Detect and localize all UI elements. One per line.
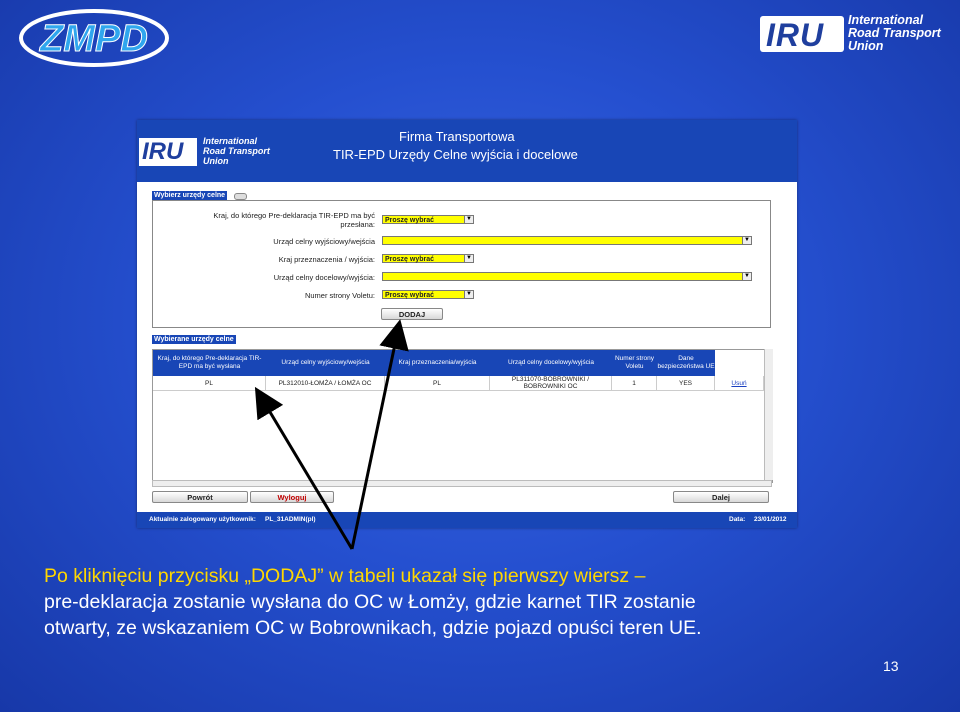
select-dest-country[interactable]: Proszę wybrać ▼ — [382, 254, 474, 263]
app-iru-name: Road Transport — [203, 146, 270, 156]
section-selected-offices: Wybierane urzędy celne — [154, 336, 234, 343]
chevron-down-icon: ▼ — [464, 255, 473, 262]
slide-caption — [44, 563, 944, 641]
column-header: Urząd celny docelowy/wyjścia — [490, 350, 612, 376]
section-select-offices: Wybierz urzędy celne — [154, 192, 226, 199]
date-label: Data: — [729, 516, 746, 523]
chevron-down-icon: ▼ — [464, 216, 473, 223]
date-value: 23/01/2012 — [754, 516, 787, 523]
caption-line: Po kliknięciu przycisku „DODAJ” w tabeli ukazał się pierwszy wiersz – — [44, 565, 646, 587]
next-button[interactable]: Dalej — [673, 491, 769, 503]
label-dest-country: Kraj przeznaczenia / wyjścia: — [278, 255, 375, 264]
table-cell: PL312010-ŁOMŻA / ŁOMŻA OC — [266, 376, 385, 391]
svg-text:ZMPD: ZMPD — [40, 18, 148, 60]
label-dest-office: Urząd celny docelowy/wyjścia: — [273, 273, 375, 282]
app-subtitle: TIR-EPD Urzędy Celne wyjścia i docelowe — [333, 147, 578, 162]
delete-link[interactable]: Usuń — [715, 376, 764, 391]
label-country: Kraj, do którego Pre-deklaracja TIR-EPD ma być przesłana: — [213, 211, 375, 229]
chevron-down-icon: ▼ — [742, 273, 751, 280]
add-button[interactable]: DODAJ — [381, 308, 443, 320]
app-iru-name: Union — [203, 156, 229, 166]
iru-name-line: Road Transport — [848, 26, 941, 40]
table-cell: PL — [153, 376, 266, 391]
table-cell: YES — [657, 376, 715, 391]
back-button[interactable]: Powrót — [152, 491, 248, 503]
select-page-number[interactable]: Proszę wybrać ▼ — [382, 290, 474, 299]
arrow-to-add-button — [352, 325, 399, 549]
iru-name-line: Union — [848, 39, 884, 53]
column-header: Kraj, do którego Pre-deklaracja TIR-EPD ma być wysłana — [153, 350, 266, 376]
iru-name-line: International — [848, 13, 924, 27]
chevron-down-icon: ▼ — [742, 237, 751, 244]
app-iru-mark: IRU — [142, 138, 184, 165]
caption-line: pre-deklaracja zostanie wysłana do OC w Łomży, gdzie karnet TIR zostanie — [44, 591, 696, 613]
table-cell: PL — [385, 376, 490, 391]
logout-button[interactable]: Wyloguj — [250, 491, 334, 503]
label-exit-office: Urząd celny wyjściowy/wejścia — [273, 237, 375, 246]
label-page-number: Numer strony Voletu: — [304, 291, 375, 300]
caption-line: otwarty, ze wskazaniem OC w Bobrownikach, gdzie pojazd opuści teren UE. — [44, 617, 702, 639]
select-country[interactable]: Proszę wybrać ▼ — [382, 215, 474, 224]
iru-mark: IRU — [766, 17, 825, 53]
arrow-to-table-row — [258, 392, 352, 549]
app-title: Firma Transportowa — [399, 129, 515, 144]
chevron-down-icon: ▼ — [464, 291, 473, 298]
column-header: Dane bezpieczeństwa UE — [657, 350, 715, 376]
column-header: Numer strony Voletu — [612, 350, 657, 376]
table-cell: PL311070-BOBROWNIKI / BOBROWNIKI OC — [490, 376, 612, 391]
column-header: Kraj przeznaczenia/wyjścia — [385, 350, 490, 376]
column-header: Urząd celny wyjściowy/wejścia — [266, 350, 385, 376]
table-cell: 1 — [612, 376, 657, 391]
user-label: Aktualnie zalogowany użytkownik: — [149, 516, 256, 523]
app-iru-name: International — [203, 136, 258, 146]
user-name: PL_31ADMIN(pl) — [265, 516, 316, 523]
page-number: 13 — [883, 658, 899, 674]
